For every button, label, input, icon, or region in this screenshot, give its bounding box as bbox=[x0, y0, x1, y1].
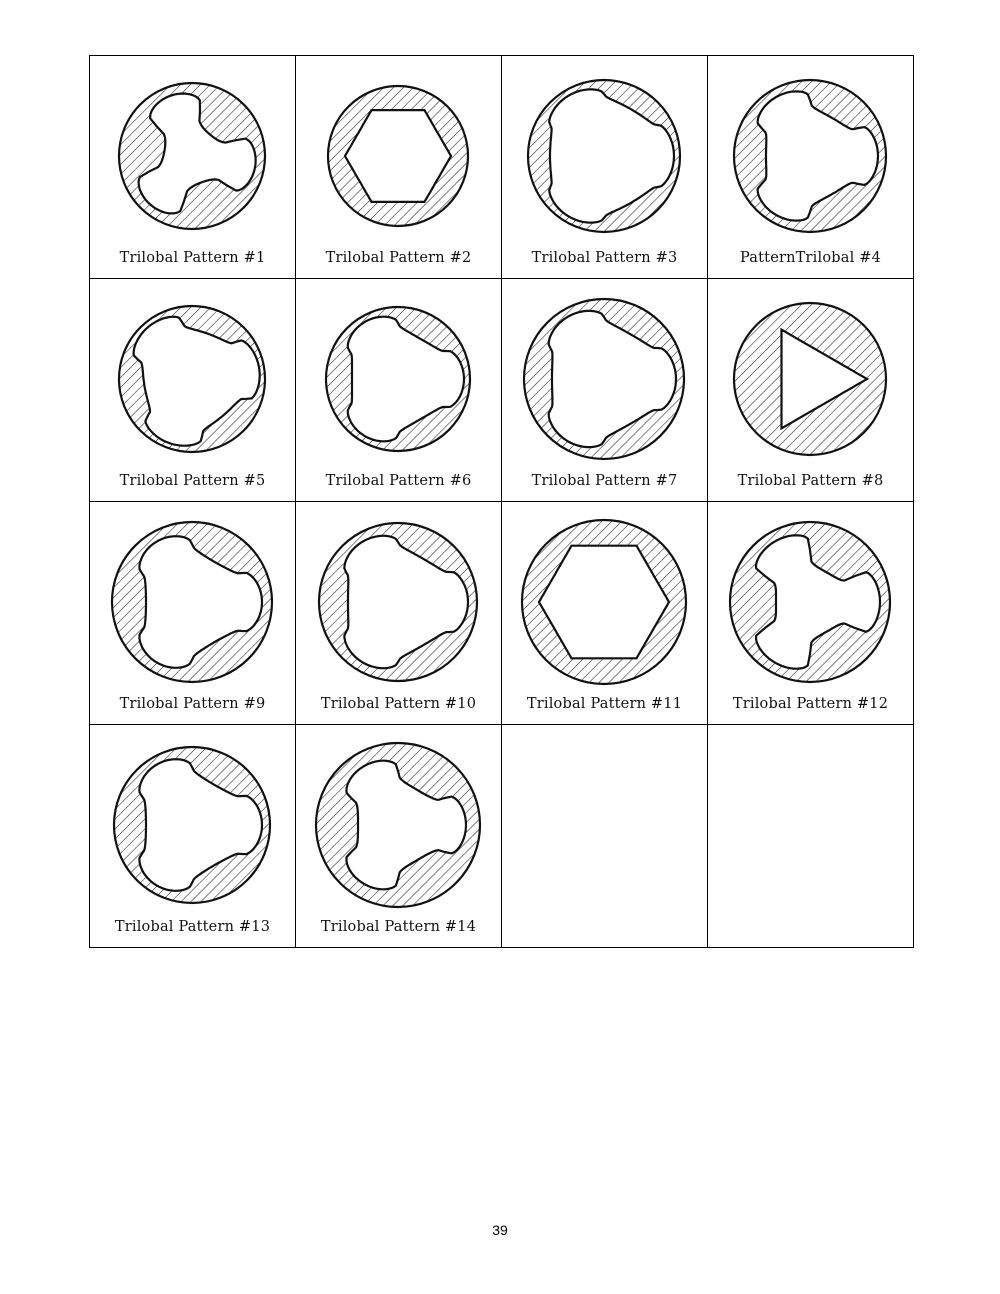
pattern-cell-11 bbox=[502, 502, 708, 725]
trilobal-pattern-7-icon bbox=[502, 279, 707, 474]
hatched-ring bbox=[528, 80, 680, 232]
hatched-ring bbox=[522, 520, 686, 684]
pattern-label-6: Trilobal Pattern #6 bbox=[325, 473, 472, 489]
hatched-ring bbox=[734, 80, 886, 232]
pattern-label-12: Trilobal Pattern #12 bbox=[732, 696, 889, 712]
trilobal-pattern-8-icon bbox=[708, 279, 913, 474]
trilobal-pattern-5-icon bbox=[90, 279, 295, 474]
hatched-ring bbox=[114, 747, 270, 903]
pattern-label-1: Trilobal Pattern #1 bbox=[119, 250, 266, 266]
pattern-label-8: Trilobal Pattern #8 bbox=[737, 473, 884, 489]
pattern-label-13: Trilobal Pattern #13 bbox=[114, 919, 271, 935]
hatched-ring bbox=[319, 523, 477, 681]
trilobal-pattern-10-icon bbox=[296, 502, 501, 697]
pattern-cell-12 bbox=[708, 502, 914, 725]
hatched-ring bbox=[119, 306, 265, 452]
pattern-cell-9 bbox=[90, 502, 296, 725]
hatched-ring bbox=[328, 86, 468, 226]
pattern-cell-13 bbox=[90, 725, 296, 948]
trilobal-pattern-14-icon bbox=[296, 725, 501, 920]
pattern-label-5: Trilobal Pattern #5 bbox=[119, 473, 266, 489]
empty-cell bbox=[502, 725, 708, 948]
grid-row bbox=[90, 56, 914, 279]
trilobal-pattern-6-icon bbox=[296, 279, 501, 474]
hatched-ring bbox=[734, 303, 886, 455]
pattern-cell-10 bbox=[296, 502, 502, 725]
pattern-label-4: PatternTrilobal #4 bbox=[739, 250, 881, 266]
pattern-label-2: Trilobal Pattern #2 bbox=[325, 250, 472, 266]
hatched-ring bbox=[316, 743, 480, 907]
hatched-ring bbox=[326, 307, 470, 451]
pattern-label-11: Trilobal Pattern #11 bbox=[526, 696, 683, 712]
pattern-label-14: Trilobal Pattern #14 bbox=[320, 919, 477, 935]
hatched-ring bbox=[730, 522, 890, 682]
pattern-cell-1 bbox=[90, 56, 296, 279]
empty-cell bbox=[708, 725, 914, 948]
trilobal-pattern-13-icon bbox=[90, 725, 295, 920]
pattern-grid bbox=[89, 55, 914, 948]
trilobal-pattern-3-icon bbox=[502, 56, 707, 251]
trilobal-pattern-9-icon bbox=[90, 502, 295, 697]
hatched-ring bbox=[112, 522, 272, 682]
pattern-label-9: Trilobal Pattern #9 bbox=[119, 696, 266, 712]
trilobal-pattern-4-icon bbox=[708, 56, 913, 251]
grid-row bbox=[90, 725, 914, 948]
trilobal-pattern-1-icon bbox=[90, 56, 295, 251]
pattern-label-10: Trilobal Pattern #10 bbox=[320, 696, 477, 712]
grid-row bbox=[90, 502, 914, 725]
pattern-cell-4 bbox=[708, 56, 914, 279]
trilobal-pattern-11-icon bbox=[502, 502, 707, 697]
hatched-ring bbox=[524, 299, 684, 459]
grid-row bbox=[90, 279, 914, 502]
pattern-cell-8 bbox=[708, 279, 914, 502]
pattern-cell-6 bbox=[296, 279, 502, 502]
pattern-label-7: Trilobal Pattern #7 bbox=[531, 473, 678, 489]
trilobal-pattern-12-icon bbox=[708, 502, 913, 697]
hatched-ring bbox=[119, 83, 265, 229]
trilobal-pattern-2-icon bbox=[296, 56, 501, 251]
page-number: 39 bbox=[492, 1222, 508, 1238]
pattern-cell-5 bbox=[90, 279, 296, 502]
pattern-cell-3 bbox=[502, 56, 708, 279]
pattern-label-3: Trilobal Pattern #3 bbox=[531, 250, 678, 266]
pattern-cell-2 bbox=[296, 56, 502, 279]
pattern-cell-14 bbox=[296, 725, 502, 948]
pattern-cell-7 bbox=[502, 279, 708, 502]
